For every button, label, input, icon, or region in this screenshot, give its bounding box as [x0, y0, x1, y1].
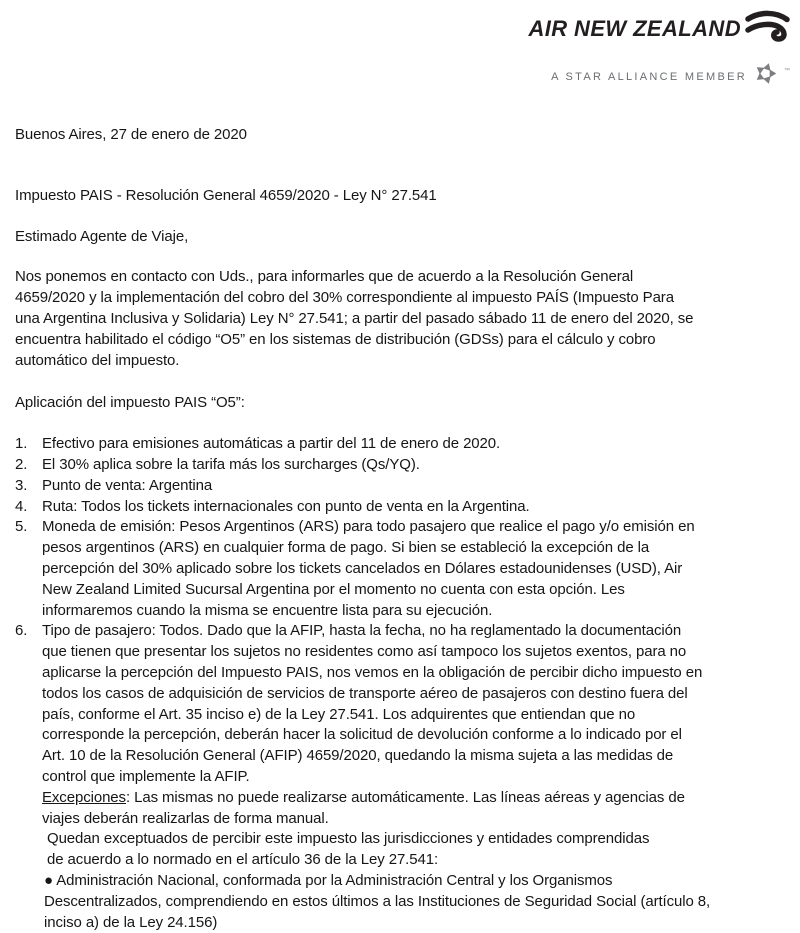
exceptions-line [42, 788, 788, 809]
intro-line: encuentra habilitado el código “O5” en los sistemas de distribución (GDSs) para el cálculo y cobro [15, 330, 788, 351]
exceptions-text: : Las mismas no puede realizarse automáticamente. Las líneas aéreas y agencias de [126, 789, 685, 806]
list-item-line: Art. 10 de la Resolución General (AFIP) 4659/2020, quedando la misma sujeta a las medidas de [42, 746, 788, 767]
list-item-number: 3. [15, 476, 42, 497]
bullet-item-line: inciso a) de la Ley 24.156) [44, 913, 788, 933]
list-item-line: El 30% aplica sobre la tarifa más los surcharges (Qs/YQ). [42, 455, 788, 476]
list-item-line: todos los casos de adquisición de servicios de transporte aéreo de pasajeros con destino fuera del [42, 684, 788, 705]
list-item [15, 434, 788, 455]
list-item-number: 5. [15, 517, 42, 621]
intro-paragraph [15, 267, 788, 371]
list-item-line: Ruta: Todos los tickets internacionales con punto de venta en la Argentina. [42, 497, 788, 518]
list-item [15, 621, 788, 933]
list-item-line: Tipo de pasajero: Todos. Dado que la AFIP, hasta la fecha, no ha reglamentado la documentación [42, 621, 788, 642]
intro-line: automático del impuesto. [15, 351, 788, 372]
trademark-symbol: ™ [784, 61, 790, 82]
list-item-number: 4. [15, 497, 42, 518]
star-alliance-label: A STAR ALLIANCE MEMBER [551, 70, 747, 84]
list-item [15, 517, 788, 621]
logo-block [528, 10, 790, 93]
star-alliance-line [528, 61, 790, 93]
koru-icon [746, 10, 790, 49]
list-item-line: pesos argentinos (ARS) en cualquier forma de pago. Si bien se estableció la excepción de la [42, 538, 788, 559]
list-item-line: Moneda de emisión: Pesos Argentinos (ARS) para todo pasajero que realice el pago y/o emisión en [42, 517, 788, 538]
star-alliance-icon [753, 61, 778, 93]
list-item-line: país, conforme el Art. 35 inciso e) de la Ley 27.541. Los adquirentes que entiendan que no [42, 705, 788, 726]
exceptions-line: viajes deberán realizarlas de forma manual. [42, 809, 788, 830]
numbered-list [15, 434, 788, 933]
letter-subject: Impuesto PAIS - Resolución General 4659/2020 - Ley N° 27.541 [15, 186, 788, 207]
list-item-number: 2. [15, 455, 42, 476]
intro-line: 4659/2020 y la implementación del cobro del 30% correspondiente al impuesto PAÍS (Impuesto Para [15, 288, 788, 309]
list-item [15, 476, 788, 497]
list-item-line: informaremos cuando la misma se encuentre lista para su ejecución. [42, 601, 788, 622]
letter-date: Buenos Aires, 27 de enero de 2020 [15, 125, 788, 146]
list-item-line: que tienen que presentar los sujetos no residentes como así tampoco los sujetos exentos, para no [42, 642, 788, 663]
list-item-line: aplicarse la percepción del Impuesto PAIS, nos vemos en la obligación de percibir dicho impuesto en [42, 663, 788, 684]
list-item-line: New Zealand Limited Sucursal Argentina por el momento no cuenta con esta opción. Les [42, 580, 788, 601]
airline-logo [528, 10, 790, 49]
airline-wordmark: AIR NEW ZEALAND [528, 16, 741, 42]
list-item-line: Efectivo para emisiones automáticas a partir del 11 de enero de 2020. [42, 434, 788, 455]
letter-greeting: Estimado Agente de Viaje, [15, 227, 788, 248]
list-item-number: 1. [15, 434, 42, 455]
list-item [15, 455, 788, 476]
list-item-number: 6. [15, 621, 42, 933]
intro-line: Nos ponemos en contacto con Uds., para informarles que de acuerdo a la Resolución General [15, 267, 788, 288]
excluded-intro-line: de acuerdo a lo normado en el artículo 36 de la Ley 27.541: [47, 850, 788, 871]
list-item-line: percepción del 30% aplicado sobre los tickets cancelados en Dólares estadounidenses (USD), Air [42, 559, 788, 580]
exceptions-label: Excepciones [42, 789, 126, 806]
excluded-intro-line: Quedan exceptuados de percibir este impuesto las jurisdicciones y entidades comprendidas [47, 829, 788, 850]
list-item-line: control que implemente la AFIP. [42, 767, 788, 788]
section-heading: Aplicación del impuesto PAIS “O5”: [15, 393, 788, 414]
bullet-item-line: Descentralizados, comprendiendo en estos últimos a las Instituciones de Seguridad Social (artículo 8, [44, 892, 788, 913]
list-item-line: corresponde la percepción, deberán hacer la solicitud de devolución conforme a lo indicado por el [42, 725, 788, 746]
list-item [15, 497, 788, 518]
list-item-line: Punto de venta: Argentina [42, 476, 788, 497]
bullet-item-line: ● Administración Nacional, conformada por la Administración Central y los Organismos [44, 871, 788, 892]
intro-line: una Argentina Inclusiva y Solidaria) Ley N° 27.541; a partir del pasado sábado 11 de enero del 2020, se [15, 309, 788, 330]
